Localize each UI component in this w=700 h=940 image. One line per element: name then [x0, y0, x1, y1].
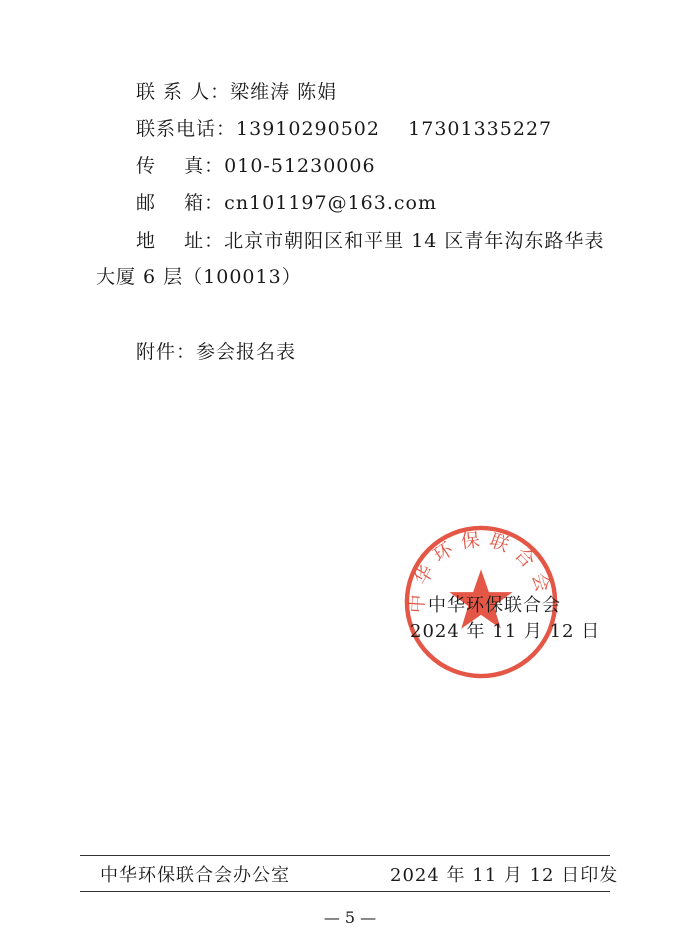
- contact-person-line: [136, 80, 337, 104]
- svg-text:中华环保联合会: 中华环保联合会: [407, 529, 556, 614]
- phone-value: 13910290502 17301335227: [236, 118, 553, 140]
- page-number: — 5 —: [323, 908, 377, 927]
- attachment-value: 参会报名表: [196, 341, 297, 363]
- footer-issue-date: 2024 年 11 月 12 日印发: [390, 865, 619, 886]
- footer-bottom-rule: [80, 891, 610, 892]
- email-value: cn101197@163.com: [224, 192, 437, 214]
- address-value-line1: 北京市朝阳区和平里 14 区青年沟东路华表: [224, 230, 605, 252]
- contact-person-label: 联 系 人：: [136, 81, 231, 103]
- email-line: [136, 191, 437, 215]
- signature-organization: 中华环保联合会: [428, 595, 561, 616]
- fax-line: [136, 154, 376, 178]
- email-label: 邮 箱：: [136, 192, 225, 214]
- attachment-label: 附件：: [136, 341, 197, 363]
- phone-label: 联系电话：: [136, 118, 237, 140]
- fax-label: 传 真：: [136, 155, 225, 177]
- phone-line: [136, 117, 552, 141]
- footer-issuer: 中华环保联合会办公室: [100, 865, 290, 886]
- address-continuation-line: [96, 265, 302, 289]
- contact-person-value: 梁维涛 陈娟: [230, 81, 338, 103]
- footer-top-rule: [80, 855, 610, 856]
- address-line: [136, 229, 604, 253]
- address-value-line2: 大厦 6 层（100013）: [96, 266, 302, 288]
- address-label: 地 址：: [136, 230, 225, 252]
- fax-value: 010-51230006: [224, 155, 376, 177]
- attachment-line: [136, 340, 296, 364]
- signature-date: 2024 年 11 月 12 日: [410, 621, 601, 642]
